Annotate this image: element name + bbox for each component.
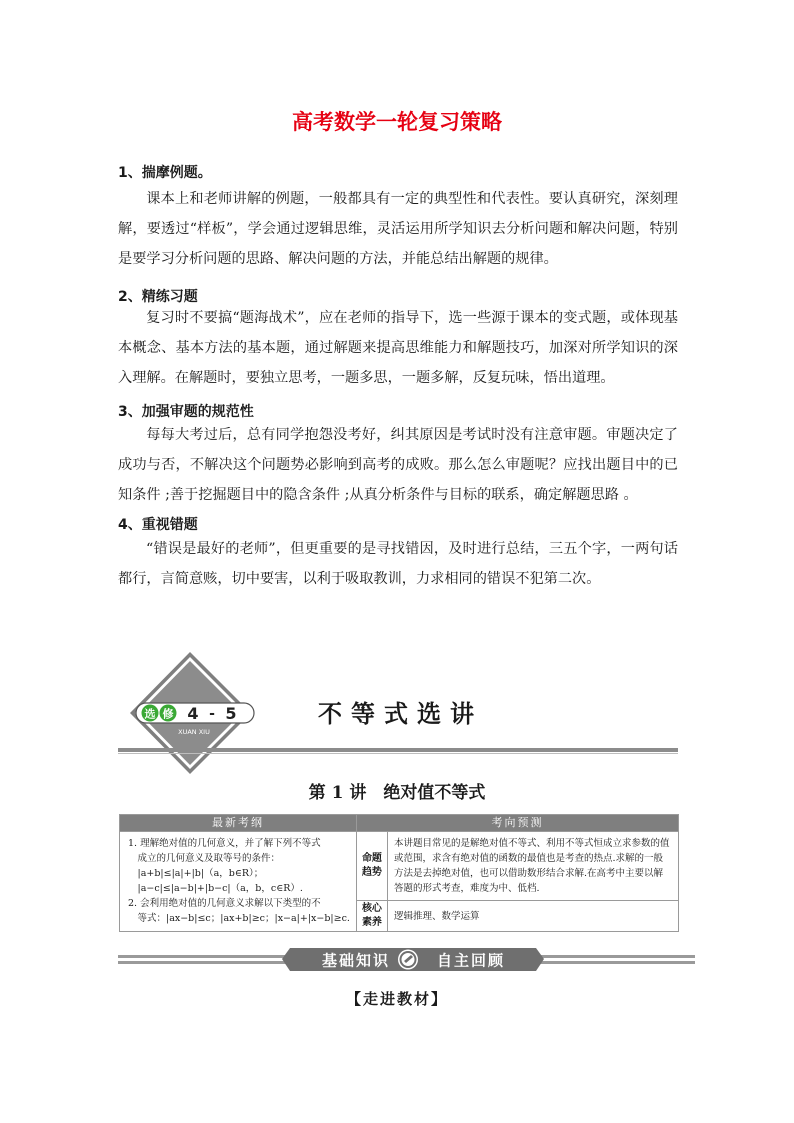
section-text-4: “错误是最好的老师”，但更重要的是寻找错因，及时进行总结，三五个字，一两句话都行，言简意赅，切中要害，以利于吸取教训，力求相同的错误不犯第二次。 [118, 541, 678, 587]
lecture-title: 第 1 讲 绝对值不等式 [308, 783, 486, 803]
outline-line: |a−c|≤|a−b|+|b−c|（a，b，c∈R）. [128, 883, 303, 894]
page-title: 高考数学一轮复习策略 [292, 110, 502, 134]
section-body-4 [118, 534, 678, 594]
section-heading-3: 3、加强审题的规范性 [118, 404, 254, 420]
badge-dash: - [209, 706, 215, 722]
literacy-tag-line-1: 核心 [361, 903, 382, 914]
trend-tag [356, 832, 387, 901]
chapter-divider [118, 748, 678, 752]
badge-num-2: 5 [225, 704, 237, 723]
banner-left-text: 基础知识 [321, 951, 391, 970]
outline-line: 成立的几何意义及取等号的条件： [128, 853, 281, 864]
literacy-tag [356, 901, 387, 932]
exam-outline-table [119, 814, 679, 932]
section-body-2 [118, 303, 678, 393]
badge-label-2: 修 [162, 707, 174, 721]
trend-text: 本讲题目常见的是解绝对值不等式、利用不等式恒成立求参数的值或范围，求含有绝对值的函数的最值也是考查的热点.求解的一般方法是去掉绝对值，也可以借助数形结合求解.在高考中主要以解答题的形式考查，难度为中、低档. [387, 832, 678, 901]
chapter-badge-graphic [130, 652, 260, 774]
section-text-2: 复习时不要搞“题海战术”，应在老师的指导下，选一些源于课本的变式题，或体现基本概念、基本方法的基本题，通过解题来提高思维能力和解题技巧，加深对所学知识的深入理解。在解题时，要独立思考，一题多思，一题多解，反复玩味，悟出道理。 [118, 310, 678, 386]
outline-line: 等式：|ax−b|≤c；|ax+b|≥c；|x−a|+|x−b|≥c. [128, 913, 350, 924]
badge-label-1: 选 [144, 707, 156, 721]
section-banner-graphic [118, 946, 695, 974]
literacy-tag-line-2: 素养 [361, 917, 382, 928]
section-heading-2: 2、精练习题 [118, 289, 198, 305]
subheading: 【走进教材】 [345, 990, 448, 1008]
outline-cell [120, 832, 357, 932]
badge-pinyin: XUAN XIU [178, 728, 210, 736]
chapter-divider-thin [118, 753, 678, 754]
section-body-3 [118, 420, 678, 510]
trend-tag-line-2: 趋势 [361, 867, 382, 878]
outline-line: |a+b|≤|a|+|b|（a，b∈R）； [128, 868, 264, 879]
section-banner [118, 946, 695, 974]
literacy-text: 逻辑推理、数学运算 [387, 901, 678, 932]
section-heading-1: 1、揣摩例题。 [118, 165, 212, 181]
table-header-forecast: 考向预测 [356, 815, 678, 832]
section-body-1 [118, 184, 678, 274]
outline-line: 1. 理解绝对值的几何意义，并了解下列不等式 [128, 838, 321, 849]
chapter-badge [130, 652, 260, 778]
banner-right-text: 自主回顾 [436, 951, 506, 970]
section-heading-4: 4、重视错题 [118, 517, 198, 533]
trend-tag-line-1: 命题 [361, 853, 382, 864]
badge-num-1: 4 [187, 704, 199, 723]
section-text-1: 课本上和老师讲解的例题，一般都具有一定的典型性和代表性。要认真研究，深刻理解，要透过“样板”，学会通过逻辑思维，灵活运用所学知识去分析问题和解决问题，特别是要学习分析问题的思路、解决问题的方法，并能总结出解题的规律。 [118, 191, 678, 267]
outline-line: 2. 会利用绝对值的几何意义求解以下类型的不 [128, 898, 321, 909]
table-header-outline: 最新考纲 [120, 815, 357, 832]
chapter-title: 不等式选讲 [318, 700, 483, 728]
section-text-3: 每每大考过后，总有同学抱怨没考好，纠其原因是考试时没有注意审题。审题决定了成功与否，不解决这个问题势必影响到高考的成败。那么怎么审题呢？应找出题目中的已知条件 ;善于挖掘题目中的隐含条件 ;从真分析条件与目标的联系，确定解题思路 。 [118, 427, 678, 503]
